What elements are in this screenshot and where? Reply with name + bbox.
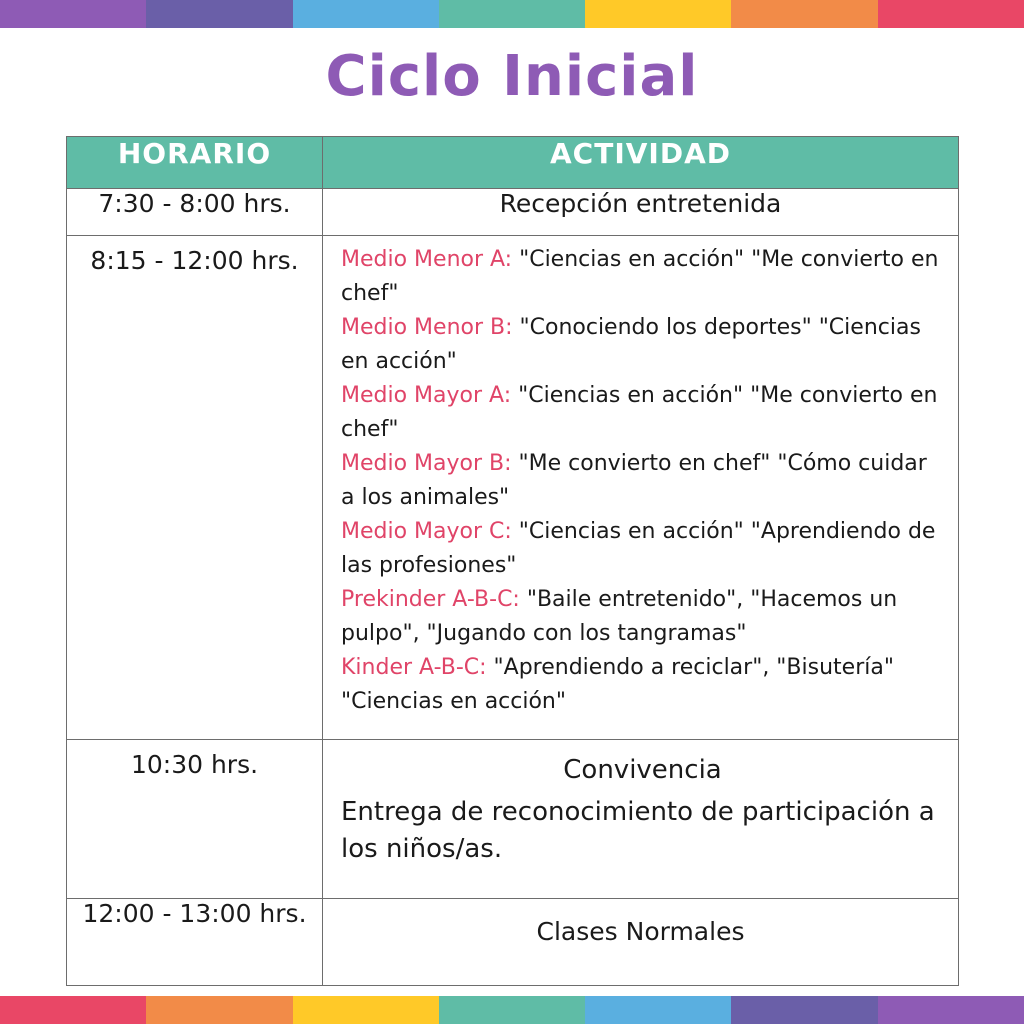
activity-entry bbox=[341, 379, 944, 447]
activity-cell bbox=[323, 740, 959, 899]
activity-entry bbox=[341, 515, 944, 583]
stripe-segment bbox=[146, 0, 292, 28]
stripe-segment bbox=[878, 0, 1024, 28]
bottom-color-stripe bbox=[0, 996, 1024, 1024]
header-time: HORARIO bbox=[67, 137, 323, 189]
stripe-segment bbox=[439, 0, 585, 28]
time-cell: 7:30 - 8:00 hrs. bbox=[67, 189, 323, 236]
activity-text: "Conociendo los deportes" "Ciencias en acción" bbox=[341, 315, 921, 374]
group-label: Kinder A-B-C: bbox=[341, 655, 487, 680]
stripe-segment bbox=[293, 0, 439, 28]
activity-description: Entrega de reconocimiento de participación a los niños/as. bbox=[341, 797, 935, 864]
activity-list bbox=[341, 243, 944, 719]
activity-cell bbox=[323, 236, 959, 740]
table-row bbox=[67, 189, 959, 236]
activity-entry bbox=[341, 651, 944, 719]
stripe-segment bbox=[878, 996, 1024, 1024]
activity-entry bbox=[341, 583, 944, 651]
activity-text: "Ciencias en acción" "Aprendiendo de las profesiones" bbox=[341, 519, 936, 578]
time-cell: 8:15 - 12:00 hrs. bbox=[67, 236, 323, 740]
activity-text: "Ciencias en acción" "Me convierto en chef" bbox=[341, 383, 938, 442]
stripe-segment bbox=[731, 996, 877, 1024]
group-label: Medio Mayor A: bbox=[341, 383, 512, 408]
schedule-table bbox=[66, 136, 959, 986]
stripe-segment bbox=[293, 996, 439, 1024]
table-row bbox=[67, 899, 959, 986]
activity-text: "Baile entretenido", "Hacemos un pulpo", "Jugando con los tangramas" bbox=[341, 587, 898, 646]
activity-text: "Ciencias en acción" "Me convierto en chef" bbox=[341, 247, 939, 306]
stripe-segment bbox=[146, 996, 292, 1024]
group-label: Prekinder A-B-C: bbox=[341, 587, 520, 612]
time-cell: 10:30 hrs. bbox=[67, 740, 323, 899]
activity-entry bbox=[341, 243, 944, 311]
group-label: Medio Menor A: bbox=[341, 247, 513, 272]
activity-text: "Aprendiendo a reciclar", "Bisutería" "Ciencias en acción" bbox=[341, 655, 894, 714]
page-title: Ciclo Inicial bbox=[325, 44, 699, 109]
stripe-segment bbox=[731, 0, 877, 28]
group-label: Medio Mayor B: bbox=[341, 451, 512, 476]
stripe-segment bbox=[585, 996, 731, 1024]
stripe-segment bbox=[0, 0, 146, 28]
table-header-row bbox=[67, 137, 959, 189]
header-activity: ACTIVIDAD bbox=[323, 137, 959, 189]
stripe-segment bbox=[439, 996, 585, 1024]
stripe-segment bbox=[0, 996, 146, 1024]
activity-title: Convivencia bbox=[563, 755, 722, 785]
group-label: Medio Menor B: bbox=[341, 315, 513, 340]
activity-cell: Recepción entretenida bbox=[323, 189, 959, 236]
table-row bbox=[67, 236, 959, 740]
stripe-segment bbox=[585, 0, 731, 28]
group-label: Medio Mayor C: bbox=[341, 519, 512, 544]
activity-entry bbox=[341, 447, 944, 515]
activity-text: "Me convierto en chef" "Cómo cuidar a los animales" bbox=[341, 451, 927, 510]
activity-entry bbox=[341, 311, 944, 379]
activity-cell: Clases Normales bbox=[323, 899, 959, 986]
time-cell: 12:00 - 13:00 hrs. bbox=[67, 899, 323, 986]
table-row bbox=[67, 740, 959, 899]
top-color-stripe bbox=[0, 0, 1024, 28]
